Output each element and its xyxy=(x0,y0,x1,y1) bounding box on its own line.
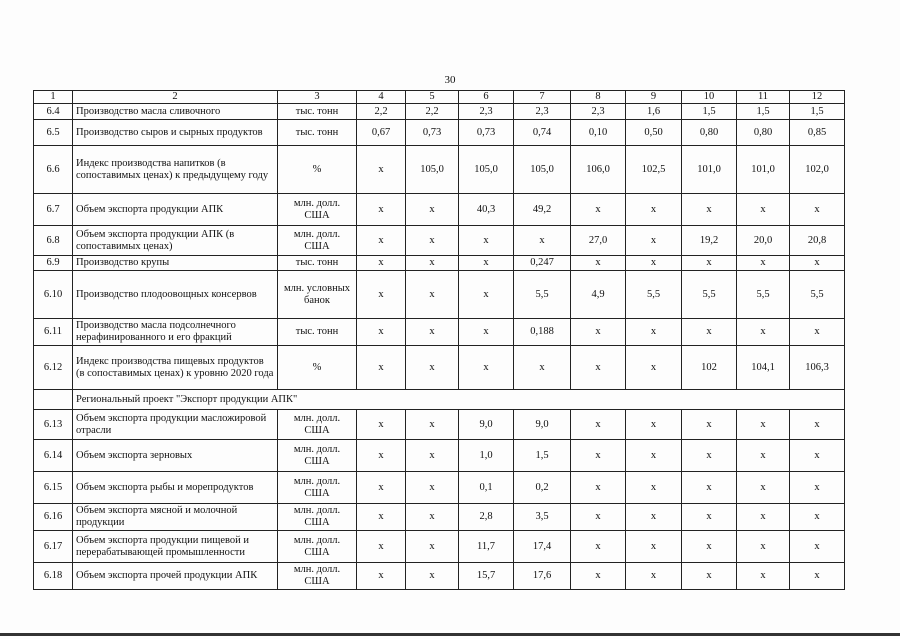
value-cell: 2,8 xyxy=(459,504,514,531)
value-cell: x xyxy=(514,226,571,256)
value-cell: x xyxy=(626,472,682,504)
value-cell: 0,2 xyxy=(514,472,571,504)
value-cell: 49,2 xyxy=(514,194,571,226)
value-cell: 27,0 xyxy=(571,226,626,256)
page-number: 30 xyxy=(444,74,456,86)
value-cell: 105,0 xyxy=(514,146,571,194)
value-cell: x xyxy=(406,319,459,346)
value-cell: x xyxy=(682,410,737,440)
table-row xyxy=(34,226,845,256)
value-cell: x xyxy=(790,194,845,226)
header-cell: 11 xyxy=(737,91,790,104)
indicator-name: Индекс производства пищевых продуктов (в сопоставимых ценах) к уровню 2020 года xyxy=(73,346,278,390)
indicator-name: Объем экспорта продукции АПК xyxy=(73,194,278,226)
value-cell: x xyxy=(571,319,626,346)
unit-cell: % xyxy=(278,346,357,390)
value-cell: x xyxy=(357,226,406,256)
value-cell: x xyxy=(357,146,406,194)
header-row xyxy=(34,91,845,104)
value-cell: 1,0 xyxy=(459,440,514,472)
value-cell: x xyxy=(626,194,682,226)
header-cell: 5 xyxy=(406,91,459,104)
unit-cell: млн. долл. США xyxy=(278,504,357,531)
value-cell: 0,73 xyxy=(406,120,459,146)
value-cell: x xyxy=(626,319,682,346)
value-cell: 0,10 xyxy=(571,120,626,146)
value-cell: 1,5 xyxy=(790,104,845,120)
value-cell: x xyxy=(790,440,845,472)
unit-cell: тыс. тонн xyxy=(278,104,357,120)
table-row xyxy=(34,563,845,590)
row-number: 6.7 xyxy=(34,194,73,226)
value-cell: x xyxy=(626,226,682,256)
value-cell: x xyxy=(406,440,459,472)
value-cell: 0,85 xyxy=(790,120,845,146)
value-cell: 0,67 xyxy=(357,120,406,146)
row-number: 6.5 xyxy=(34,120,73,146)
unit-cell: тыс. тонн xyxy=(278,319,357,346)
unit-cell: % xyxy=(278,146,357,194)
value-cell: x xyxy=(406,410,459,440)
row-number: 6.6 xyxy=(34,146,73,194)
value-cell: 15,7 xyxy=(459,563,514,590)
value-cell: 102 xyxy=(682,346,737,390)
header-cell: 4 xyxy=(357,91,406,104)
indicator-name: Индекс производства напитков (в сопоставимых ценах) к предыдущему году xyxy=(73,146,278,194)
value-cell: x xyxy=(459,346,514,390)
row-number: 6.17 xyxy=(34,531,73,563)
row-number: 6.16 xyxy=(34,504,73,531)
value-cell: x xyxy=(737,440,790,472)
value-cell: x xyxy=(737,472,790,504)
value-cell: 0,50 xyxy=(626,120,682,146)
value-cell: x xyxy=(406,472,459,504)
row-number: 6.4 xyxy=(34,104,73,120)
value-cell: x xyxy=(571,563,626,590)
table-row xyxy=(34,256,845,271)
value-cell: x xyxy=(790,504,845,531)
value-cell: x xyxy=(626,563,682,590)
value-cell: x xyxy=(626,531,682,563)
value-cell: 5,5 xyxy=(682,271,737,319)
table-row xyxy=(34,504,845,531)
value-cell: 1,5 xyxy=(514,440,571,472)
value-cell: 11,7 xyxy=(459,531,514,563)
value-cell: 4,9 xyxy=(571,271,626,319)
value-cell: x xyxy=(406,504,459,531)
value-cell: x xyxy=(459,319,514,346)
value-cell: x xyxy=(790,410,845,440)
value-cell: 5,5 xyxy=(737,271,790,319)
value-cell: x xyxy=(790,472,845,504)
row-number: 6.15 xyxy=(34,472,73,504)
table-row xyxy=(34,440,845,472)
indicator-name: Объем экспорта мясной и молочной продукции xyxy=(73,504,278,531)
row-number: 6.9 xyxy=(34,256,73,271)
header-cell: 9 xyxy=(626,91,682,104)
section-num-cell xyxy=(34,390,73,410)
value-cell: 5,5 xyxy=(514,271,571,319)
row-number: 6.8 xyxy=(34,226,73,256)
value-cell: x xyxy=(737,194,790,226)
value-cell: 106,0 xyxy=(571,146,626,194)
value-cell: x xyxy=(459,226,514,256)
value-cell: x xyxy=(571,256,626,271)
value-cell: x xyxy=(737,531,790,563)
value-cell: x xyxy=(357,440,406,472)
value-cell: 17,4 xyxy=(514,531,571,563)
value-cell: x xyxy=(571,440,626,472)
value-cell: 1,5 xyxy=(737,104,790,120)
value-cell: 20,0 xyxy=(737,226,790,256)
value-cell: 17,6 xyxy=(514,563,571,590)
unit-cell: млн. долл. США xyxy=(278,531,357,563)
value-cell: x xyxy=(357,256,406,271)
value-cell: x xyxy=(406,194,459,226)
row-number: 6.13 xyxy=(34,410,73,440)
value-cell: 0,1 xyxy=(459,472,514,504)
value-cell: x xyxy=(459,271,514,319)
value-cell: x xyxy=(682,504,737,531)
indicator-name: Производство масла подсолнечного нерафинированного и его фракций xyxy=(73,319,278,346)
table-row xyxy=(34,410,845,440)
unit-cell: млн. долл. США xyxy=(278,226,357,256)
unit-cell: тыс. тонн xyxy=(278,256,357,271)
value-cell: x xyxy=(737,563,790,590)
value-cell: x xyxy=(571,531,626,563)
value-cell: x xyxy=(357,271,406,319)
value-cell: x xyxy=(357,531,406,563)
unit-cell: млн. долл. США xyxy=(278,194,357,226)
table-row xyxy=(34,120,845,146)
value-cell: 20,8 xyxy=(790,226,845,256)
value-cell: x xyxy=(357,194,406,226)
header-cell: 8 xyxy=(571,91,626,104)
value-cell: 3,5 xyxy=(514,504,571,531)
unit-cell: млн. долл. США xyxy=(278,563,357,590)
table-body xyxy=(34,91,845,590)
value-cell: x xyxy=(357,504,406,531)
value-cell: x xyxy=(357,472,406,504)
value-cell: x xyxy=(737,410,790,440)
value-cell: 5,5 xyxy=(626,271,682,319)
value-cell: 5,5 xyxy=(790,271,845,319)
value-cell: x xyxy=(790,256,845,271)
header-cell: 3 xyxy=(278,91,357,104)
value-cell: 2,2 xyxy=(406,104,459,120)
value-cell: x xyxy=(737,504,790,531)
table-row xyxy=(34,194,845,226)
value-cell: x xyxy=(357,346,406,390)
value-cell: 101,0 xyxy=(737,146,790,194)
indicator-name: Объем экспорта прочей продукции АПК xyxy=(73,563,278,590)
value-cell: 40,3 xyxy=(459,194,514,226)
indicator-name: Производство сыров и сырных продуктов xyxy=(73,120,278,146)
value-cell: x xyxy=(626,504,682,531)
row-number: 6.12 xyxy=(34,346,73,390)
indicator-name: Объем экспорта зерновых xyxy=(73,440,278,472)
value-cell: x xyxy=(571,346,626,390)
row-number: 6.14 xyxy=(34,440,73,472)
value-cell: 2,3 xyxy=(459,104,514,120)
unit-cell: тыс. тонн xyxy=(278,120,357,146)
value-cell: 1,6 xyxy=(626,104,682,120)
value-cell: x xyxy=(571,504,626,531)
value-cell: x xyxy=(790,531,845,563)
table-row xyxy=(34,472,845,504)
header-cell: 6 xyxy=(459,91,514,104)
row-number: 6.10 xyxy=(34,271,73,319)
value-cell: x xyxy=(626,256,682,271)
table-row xyxy=(34,319,845,346)
value-cell: x xyxy=(571,194,626,226)
value-cell: x xyxy=(571,410,626,440)
value-cell: 0,188 xyxy=(514,319,571,346)
value-cell: x xyxy=(406,271,459,319)
value-cell: x xyxy=(514,346,571,390)
value-cell: x xyxy=(790,319,845,346)
indicator-name: Производство крупы xyxy=(73,256,278,271)
value-cell: 102,0 xyxy=(790,146,845,194)
value-cell: x xyxy=(626,440,682,472)
value-cell: x xyxy=(682,440,737,472)
value-cell: x xyxy=(459,256,514,271)
value-cell: x xyxy=(682,472,737,504)
indicator-name: Производство масла сливочного xyxy=(73,104,278,120)
row-number: 6.18 xyxy=(34,563,73,590)
value-cell: 9,0 xyxy=(514,410,571,440)
value-cell: x xyxy=(682,256,737,271)
value-cell: x xyxy=(682,319,737,346)
value-cell: x xyxy=(571,472,626,504)
section-row xyxy=(34,390,845,410)
value-cell: 105,0 xyxy=(459,146,514,194)
header-cell: 10 xyxy=(682,91,737,104)
value-cell: 2,2 xyxy=(357,104,406,120)
unit-cell: млн. долл. США xyxy=(278,410,357,440)
indicator-name: Объем экспорта продукции АПК (в сопоставимых ценах) xyxy=(73,226,278,256)
indicator-name: Объем экспорта рыбы и морепродуктов xyxy=(73,472,278,504)
value-cell: 9,0 xyxy=(459,410,514,440)
header-cell: 7 xyxy=(514,91,571,104)
value-cell: 0,73 xyxy=(459,120,514,146)
header-cell: 2 xyxy=(73,91,278,104)
unit-cell: млн. долл. США xyxy=(278,472,357,504)
value-cell: 105,0 xyxy=(406,146,459,194)
table-row xyxy=(34,531,845,563)
value-cell: x xyxy=(682,563,737,590)
header-cell: 12 xyxy=(790,91,845,104)
value-cell: x xyxy=(406,531,459,563)
table-row xyxy=(34,104,845,120)
indicators-table xyxy=(33,90,845,590)
value-cell: x xyxy=(357,410,406,440)
indicator-name: Объем экспорта продукции масложировой отрасли xyxy=(73,410,278,440)
value-cell: x xyxy=(357,563,406,590)
value-cell: 101,0 xyxy=(682,146,737,194)
value-cell: 0,80 xyxy=(737,120,790,146)
value-cell: 2,3 xyxy=(571,104,626,120)
value-cell: x xyxy=(357,319,406,346)
value-cell: 0,80 xyxy=(682,120,737,146)
value-cell: x xyxy=(737,256,790,271)
value-cell: 104,1 xyxy=(737,346,790,390)
value-cell: x xyxy=(626,410,682,440)
value-cell: x xyxy=(406,226,459,256)
row-number: 6.11 xyxy=(34,319,73,346)
value-cell: 102,5 xyxy=(626,146,682,194)
unit-cell: млн. условных банок xyxy=(278,271,357,319)
indicator-name: Производство плодоовощных консервов xyxy=(73,271,278,319)
value-cell: x xyxy=(737,319,790,346)
header-cell: 1 xyxy=(34,91,73,104)
value-cell: 0,247 xyxy=(514,256,571,271)
table-row xyxy=(34,271,845,319)
table-row xyxy=(34,146,845,194)
value-cell: 19,2 xyxy=(682,226,737,256)
value-cell: 106,3 xyxy=(790,346,845,390)
value-cell: x xyxy=(790,563,845,590)
section-title: Региональный проект "Экспорт продукции АПК" xyxy=(73,390,845,410)
value-cell: 1,5 xyxy=(682,104,737,120)
indicator-name: Объем экспорта продукции пищевой и перерабатывающей промышленности xyxy=(73,531,278,563)
value-cell: x xyxy=(626,346,682,390)
value-cell: x xyxy=(406,563,459,590)
value-cell: x xyxy=(682,531,737,563)
value-cell: x xyxy=(406,346,459,390)
value-cell: x xyxy=(406,256,459,271)
value-cell: 2,3 xyxy=(514,104,571,120)
scan-border xyxy=(0,633,900,636)
value-cell: x xyxy=(682,194,737,226)
unit-cell: млн. долл. США xyxy=(278,440,357,472)
value-cell: 0,74 xyxy=(514,120,571,146)
table-row xyxy=(34,346,845,390)
